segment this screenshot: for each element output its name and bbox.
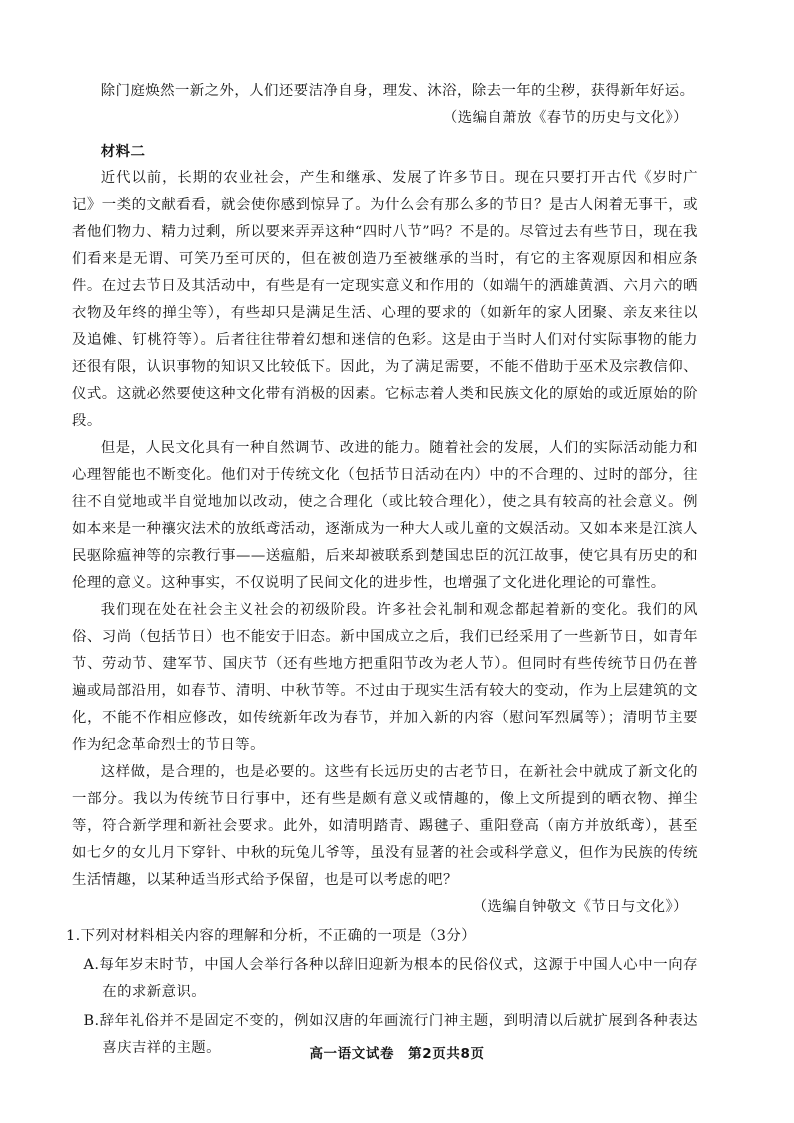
page-content [66,78,698,1062]
material2-paragraph-2: 但是，人民文化具有一种自然调节、改进的能力。随着社会的发展，人们的实际活动能力和心理智能也不断变化。他们对于传统文化（包括节日活动在内）中的不合理的、过时的部分，往往不自觉地或半自觉地加以改动，使之合理化（或比较合理化），使之具有较高的社会意义。例如本来是一种禳灾法术的放纸鸢活动，逐渐成为一种大人或儿童的文娱活动。又如本来是江滨人民驱除瘟神等的宗教行事——送瘟船，后来却被联系到楚国忠臣的沉江故事，使它具有历史的和伦理的意义。这种事实，不仅说明了民间文化的进步性，也增强了文化进化理论的可靠性。 [72,440,698,591]
page-footer: 高一语文试卷 第2页共8页 [309,1046,485,1062]
question-1-option-a: A.每年岁末时节，中国人会举行各种以辞旧迎新为根本的民俗仪式，这源于中国人心中一向存在的求新意识。 [83,957,698,1000]
material2-source: （选编自钟敬文《节日与文化》） [472,899,688,915]
question-1-stem: 1.下列对材料相关内容的理解和分析，不正确的一项是（3分） [66,928,477,944]
material2-paragraph-3: 我们现在处在社会主义社会的初级阶段。许多社会礼制和观念都起着新的变化。我们的风俗、习尚（包括节日）也不能安于旧态。新中国成立之后，我们已经采用了一些新节日，如青年节、劳动节、建军节、国庆节（还有些地方把重阳节改为老人节）。但同时有些传统节日仍在普遍或局部沿用，如春节、清明、中秋节等。不过由于现实生活有较大的变动，作为上层建筑的文化，不能不作相应修改，如传统新年改为春节，并加入新的内容（慰问军烈属等）；清明节主要作为纪念革命烈士的节日等。 [72,602,698,753]
material2-heading: 材料二 [100,143,146,160]
material1-closing-paragraph: 除门庭焕然一新之外，人们还要洁净自身，理发、沐浴，除去一年的尘秽，获得新年好运。 [100,83,695,99]
question-1-option-b: B.辞年礼俗并不是固定不变的，例如汉唐的年画流行门神主题，到明清以后就扩展到各种表达喜庆吉祥的主题。 [83,1013,698,1056]
material2-paragraph-1: 近代以前，长期的农业社会，产生和继承、发展了许多节日。现在只要打开古代《岁时广记》一类的文献看看，就会使你感到惊异了。为什么会有那么多的节日？是古人闲着无事干，或者他们物力、精力过剩，所以要来弄弄这种“四时八节”吗？不是的。尽管过去有些节日，现在我们看来是无谓、可笑乃至可厌的，但在被创造乃至被继承的当时，有它的主客观原因和相应条件。在过去节日及其活动中，有些是有一定现实意义和作用的（如端午的洒雄黄酒、六月六的晒衣物及年终的掸尘等），有些却只是满足生活、心理的要求的（如新年的家人团聚、亲友来往以及追傩、钉桃符等）。后者往往带着幻想和迷信的色彩。这是由于当时人们对付实际事物的能力还很有限，认识事物的知识又比较低下。因此，为了满足需要，不能不借助于巫术及宗教信仰、仪式。这就必然要使这种文化带有消极的因素。它标志着人类和民族文化的原始的或近原始的阶段。 [72,170,698,429]
material1-source: （选编自萧放《春节的历史与文化》） [442,110,688,126]
material2-paragraph-4: 这样做，是合理的，也是必要的。这些有长远历史的古老节日，在新社会中就成了新文化的一部分。我以为传统节日行事中，还有些是颇有意义或情趣的，像上文所提到的晒衣物、掸尘等，符合新学理和新社会要求。此外，如清明踏青、踢毽子、重阳登高（南方并放纸鸢），甚至如七夕的女儿月下穿针、中秋的玩兔儿爷等，虽没有显著的社会或科学意义，但作为民族的传统生活情趣，以某种适当形式给予保留，也是可以考虑的吧？ [72,764,698,888]
